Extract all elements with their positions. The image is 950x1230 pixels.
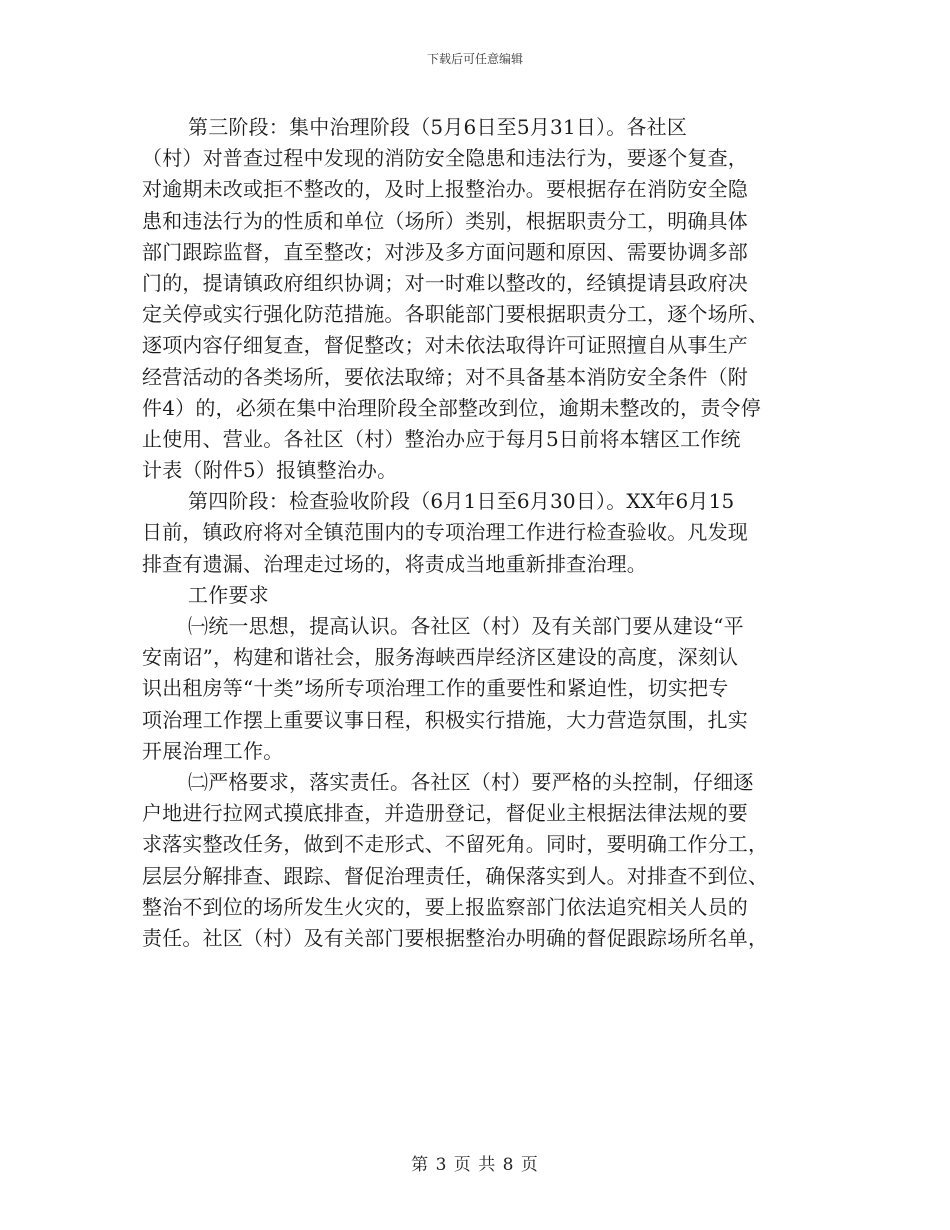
text-line: ㈡严格要求，落实责任。各社区（村）要严格的头控制，仔细逐 [188, 769, 754, 794]
text-line: 工作要求 [188, 582, 269, 607]
text-line: 开展治理工作。 [142, 738, 284, 763]
text-line: ㈠统一思想，提高认识。各社区（村）及有关部门要从建设“平 [188, 614, 744, 638]
text-line: 求落实整改任务，做到不走形式、不留死角。同时，要明确工作分工， [142, 832, 769, 857]
text-line: 逐项内容仔细复查，督促整改；对未依法取得许可证照擅自从事生产 [142, 333, 748, 358]
page-footer: 第 3 页 共 8 页 [411, 1155, 539, 1175]
text-line: 整治不到位的场所发生火灾的，要上报监察部门依法追究相关人员的 [142, 894, 748, 919]
text-line: 责任。社区（村）及有关部门要根据整治办明确的督促跟踪场所名单， [142, 925, 769, 950]
body-text [142, 112, 812, 954]
text-line: 第三阶段：集中治理阶段（5月6日至5月31日）。各社区 [188, 115, 688, 139]
text-line: （村）对普查过程中发现的消防安全隐患和违法行为，要逐个复查， [142, 146, 748, 171]
text-line: 排查有遗漏、治理走过场的，将责成当地重新排查治理。 [142, 551, 647, 576]
text-line: 患和违法行为的性质和单位（场所）类别，根据职责分工，明确具体 [142, 208, 748, 233]
text-line: 第四阶段：检查验收阶段（6月1日至6月30日）。XX年6月15 [188, 489, 735, 514]
text-line: 经营活动的各类场所，要依法取缔；对不具备基本消防安全条件（附 [142, 364, 748, 389]
text-line: 门的，提请镇政府组织协调；对一时难以整改的，经镇提请县政府决 [142, 270, 748, 295]
text-line: 件4）的，必须在集中治理阶段全部整改到位，逾期未整改的，责令停 [142, 395, 761, 420]
text-line: 日前，镇政府将对全镇范围内的专项治理工作进行检查验收。凡发现 [142, 520, 748, 545]
text-line: 识出租房等“十类”场所专项治理工作的重要性和紧迫性，切实把专 [142, 676, 729, 701]
text-line: 计表（附件5）报镇整治办。 [142, 458, 398, 483]
text-line: 项治理工作摆上重要议事日程，积极实行措施，大力营造氛围，扎实 [142, 707, 748, 732]
text-line: 户地进行拉网式摸底排查，并造册登记，督促业主根据法律法规的要 [142, 801, 748, 826]
text-line: 定关停或实行强化防范措施。各职能部门要根据职责分工，逐个场所、 [142, 302, 769, 327]
text-line: 层层分解排查、跟踪、督促治理责任，确保落实到人。对排查不到位、 [142, 863, 769, 888]
text-line: 安南诏”，构建和谐社会，服务海峡西岸经济区建设的高度，深刻认 [142, 645, 739, 670]
page-header: 下载后可任意编辑 [426, 52, 523, 66]
text-line: 部门跟踪监督，直至整改；对涉及多方面问题和原因、需要协调多部 [142, 239, 748, 264]
text-line: 止使用、营业。各社区（村）整治办应于每月5日前将本辖区工作统 [142, 426, 741, 451]
text-line: 对逾期未改或拒不整改的，及时上报整治办。要根据存在消防安全隐 [142, 177, 748, 202]
